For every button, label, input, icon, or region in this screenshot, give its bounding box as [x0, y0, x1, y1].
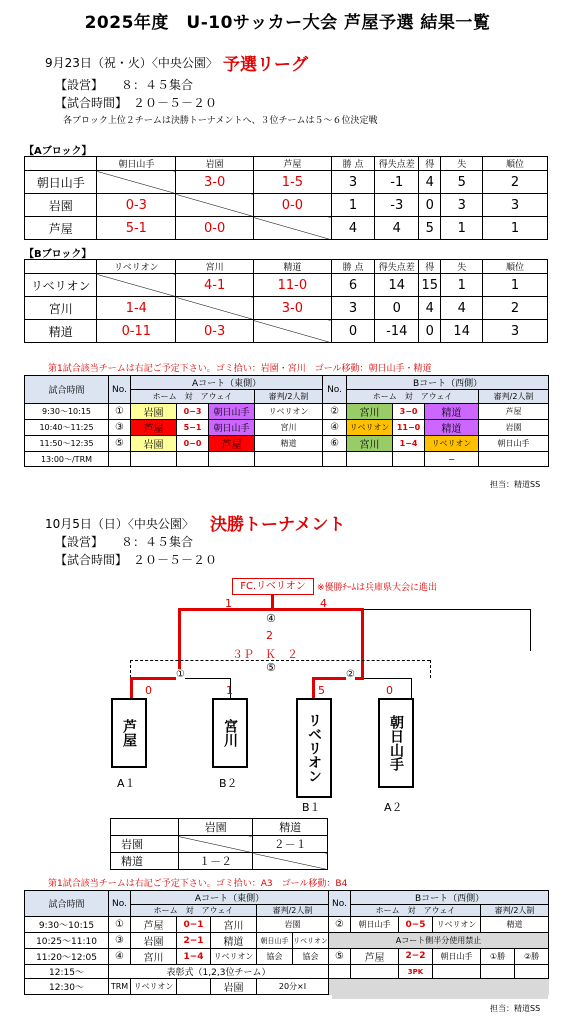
page-title: 2025年度 U-10サッカー大会 芦屋予選 結果一覧: [84, 13, 491, 33]
match-no-5: ⑤: [266, 661, 276, 674]
block-a-col: 失: [441, 157, 483, 171]
bracket-line: [130, 677, 181, 680]
match-no-2: ②: [346, 669, 355, 680]
team-miyagawa: 宮川: [222, 719, 238, 747]
block-b-col: 順位: [482, 260, 547, 274]
team-box: [378, 698, 414, 788]
block-b-col: 得失点差: [375, 260, 419, 274]
team-box: [296, 698, 332, 798]
table-row: 9:30～10:15 ① 岩園 0−3 朝日山手 リベリオン ② 宮川 3−0 精道 芦屋: [25, 404, 549, 420]
third-place-line: [130, 660, 430, 661]
table-row: 芦屋 5-1 0-0 4 4 5 1 1: [25, 217, 548, 240]
block-b-col: 精道: [253, 260, 331, 274]
team-asahi: 朝日山手: [388, 715, 404, 771]
table-row: 岩園 0-3 0-0 1 -3 0 3 3: [25, 194, 548, 217]
final-score: 2: [266, 629, 273, 642]
match-no-1: ①: [176, 669, 185, 680]
score-asahi: 0: [386, 684, 393, 697]
block-b-col: 得: [419, 260, 441, 274]
block-a-table: [24, 156, 548, 240]
champion-note: ※優勝ﾁｰﾑは兵庫県大会に進出: [317, 583, 438, 593]
bracket-line: [361, 608, 364, 678]
final-score-right: 4: [320, 597, 327, 610]
league-note: 各ブロック上位２チームは決勝トーナメントへ、３位チームは５～６位決定戦: [63, 116, 378, 126]
diag-cell: [253, 217, 331, 240]
sched2-footer: 担当：精道SS: [490, 1004, 541, 1013]
score-ashiya: 0: [145, 684, 152, 697]
block-b-col: リベリオン: [97, 260, 176, 274]
table-row: 12:30～ TRM リベリオン 岩園 20分×Ⅰ: [25, 979, 549, 995]
final-pk: ３Ｐ Ｋ ２: [232, 648, 298, 661]
block-a-col: 朝日山手: [97, 157, 176, 171]
bracket-line: [178, 608, 181, 678]
seed-label: B１: [302, 801, 321, 814]
gray-band: [332, 991, 548, 999]
diag-cell: [97, 171, 176, 194]
tournament-setup: 【設営】 ８：４５集合: [55, 535, 194, 549]
block-b-table: [24, 259, 548, 343]
sched2-note: 第1試合該当チームは右記ご予定下さい。ゴミ拾い：A3 ゴール移動：B4: [48, 879, 348, 889]
block-b-label: 【Bブロック】: [24, 249, 92, 260]
final-score-left: 1: [225, 597, 232, 610]
champion-box: FC.リベリオン: [232, 578, 314, 595]
seed-label: B２: [219, 777, 238, 790]
sched2-table: 試合時間 No. Aコート（東側） No. Bコート（西側） ホーム 対 アウェイ 審判/2人制 ホーム 対 アウェイ 審判/2人制 9:30～10:15 ① 芦屋 0−1 宮川 岩園 ② 朝日山手 0−5 リベリオン 精道 10:25～11:10 ③ 岩園 2−1 精道 朝日山手 リベリオン Aコート側半分使用禁止 11:20～12:05 ④ 宮川 1−4 リベリオン 協会 協会 ⑤ 芦屋 2−2 朝日山手 ①勝 ②勝 12:15～ 表彰式（1,2,3位チーム） 3PK 12:30～ TRM リベリオン 岩園 20分×Ⅰ: [24, 890, 549, 995]
diag-cell: [253, 320, 331, 343]
league-setup: 【設営】 ８：４５集合: [55, 78, 194, 92]
place-5-6-table: 岩園 精道 岩園 ２－１ 精道 １－２: [110, 818, 328, 870]
score-rebellion: 5: [318, 684, 325, 697]
sched1-note: 第1試合該当チームは右記ご予定下さい。ゴミ拾い：岩園・宮川 ゴール移動：朝日山手・精道: [48, 364, 432, 374]
table-row: 10:25～11:10 ③ 岩園 2−1 精道 朝日山手 リベリオン Aコート側半分使用禁止: [25, 933, 549, 949]
block-a-col: 岩園: [176, 157, 254, 171]
table-row: 11:50～12:35 ⑤ 岩園 0−0 芦屋 精道 ⑥ 宮川 1−4 リベリオン 朝日山手: [25, 436, 549, 452]
league-match-time: 【試合時間】 ２０－５－２０: [55, 96, 218, 110]
tournament-date: 10月5日（日）〈中央公園〉: [45, 517, 194, 531]
score-miyagawa: 1: [226, 684, 233, 697]
table-row: 12:15～ 表彰式（1,2,3位チーム） 3PK: [25, 965, 549, 979]
team-rebellion: リベリオン: [306, 713, 322, 783]
tournament-heading: 決勝トーナメント: [210, 515, 346, 535]
bracket-line: [181, 678, 231, 679]
table-row: 宮川 1-4 3-0 3 0 4 4 2: [25, 297, 548, 320]
table-row: 9:30～10:15 ① 芦屋 0−1 宮川 岩園 ② 朝日山手 0−5 リベリオン 精道: [25, 917, 549, 933]
block-a-col: 勝 点: [331, 157, 375, 171]
table-row: リベリオン 4-1 11-0 6 14 15 1 1: [25, 274, 548, 297]
diag-cell: [253, 853, 328, 870]
block-a-col: 芦屋: [253, 157, 331, 171]
block-b-col: 勝 点: [331, 260, 375, 274]
bracket-line: [130, 677, 133, 699]
bracket-line: [178, 608, 364, 611]
bracket-line: [364, 609, 530, 610]
bracket-line: [411, 678, 412, 699]
block-a-col: 得: [419, 157, 441, 171]
league-date: 9月23日（祝・火）〈中央公園〉: [45, 56, 218, 70]
diag-cell: [178, 836, 253, 853]
match-no-4: ④: [266, 612, 276, 625]
block-b-col: 失: [441, 260, 483, 274]
third-place-line: [430, 660, 431, 678]
seed-label: A２: [384, 801, 403, 814]
block-a-label: 【Aブロック】: [24, 146, 92, 157]
seed-label: A１: [117, 777, 136, 790]
sched1-footer: 担当：精道SS: [490, 480, 541, 489]
team-box: [111, 698, 147, 768]
bracket-line: [530, 609, 531, 651]
diag-cell: [97, 274, 176, 297]
table-row: 13:00～/TRM −: [25, 452, 549, 467]
team-box: [212, 698, 248, 768]
league-heading: 予選リーグ: [223, 55, 308, 75]
block-b-col: 宮川: [176, 260, 254, 274]
third-place-line: [130, 660, 131, 678]
table-row: 朝日山手 3-0 1-5 3 -1 4 5 2: [25, 171, 548, 194]
block-a-col: 得失点差: [375, 157, 419, 171]
tournament-match-time: 【試合時間】 ２０－５－２０: [55, 553, 218, 567]
bracket-line: [312, 677, 364, 680]
table-row: 精道 0-11 0-3 0 -14 0 14 3: [25, 320, 548, 343]
bracket-line: [312, 677, 315, 699]
diag-cell: [176, 297, 254, 320]
table-row: 11:20～12:05 ④ 宮川 1−4 リベリオン 協会 協会 ⑤ 芦屋 2−2 朝日山手 ①勝 ②勝: [25, 949, 549, 965]
diag-cell: [176, 194, 254, 217]
block-a-col: 順位: [482, 157, 547, 171]
team-ashiya: 芦屋: [121, 719, 137, 747]
bracket-line: [364, 678, 412, 679]
sched1-table: 試合時間 No. Aコート（東側） No. Bコート（西側） ホーム 対 アウェイ 審判/2人制 ホーム 対 アウェイ 審判/2人制 9:30～10:15 ① 岩園 0−3 朝日山手 リベリオン ② 宮川 3−0 精道 芦屋 10:40～11:25 ③ 芦屋 5−1 朝日山手 宮川 ④ リベリオン 11−0 精道 岩園 11:50～12:35 ⑤ 岩園 0−0 芦屋 精道 ⑥ 宮川 1−4 リベリオン 朝日山手 13:00～/TRM −: [24, 375, 549, 467]
table-row: 10:40～11:25 ③ 芦屋 5−1 朝日山手 宮川 ④ リベリオン 11−0 精道 岩園: [25, 420, 549, 436]
